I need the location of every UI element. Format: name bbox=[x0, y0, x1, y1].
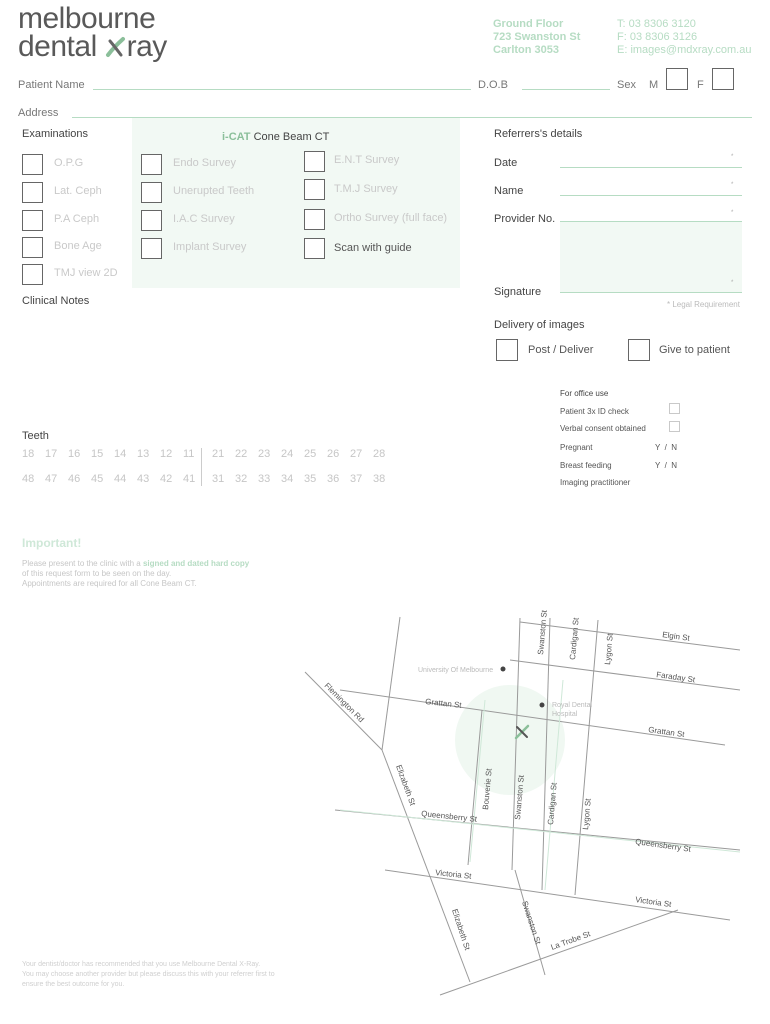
tmj-survey-checkbox[interactable] bbox=[304, 179, 325, 200]
important-line1b: signed and dated hard copy bbox=[142, 559, 250, 568]
ortho-survey-checkbox[interactable] bbox=[304, 209, 325, 230]
tooth-number[interactable]: 36 bbox=[327, 473, 340, 485]
street-label: Cardigan St bbox=[568, 617, 581, 661]
teeth-heading: Teeth bbox=[22, 430, 49, 442]
tooth-number[interactable]: 18 bbox=[22, 448, 35, 460]
provider-no-label: Provider No. bbox=[494, 213, 556, 225]
bone-age-checkbox[interactable] bbox=[22, 237, 43, 258]
clinic-address bbox=[493, 18, 580, 57]
logo-line1: melbourne bbox=[18, 2, 156, 35]
street-label: Victoria St bbox=[434, 868, 472, 881]
logo-ray: ray bbox=[126, 30, 167, 63]
tooth-number[interactable]: 32 bbox=[235, 473, 248, 485]
endo-survey-checkbox[interactable] bbox=[141, 154, 162, 175]
street-label: Elgin St bbox=[661, 630, 691, 643]
street-line bbox=[440, 907, 678, 995]
street-line bbox=[305, 672, 382, 750]
street-label: Queensberry St bbox=[634, 837, 692, 854]
tooth-number[interactable]: 28 bbox=[373, 448, 386, 460]
tooth-number[interactable]: 11 bbox=[183, 448, 195, 460]
referrer-date-label: Date bbox=[494, 157, 518, 169]
footer-line2: You may choose another provider but please discuss this with your referrer first to bbox=[22, 971, 275, 978]
tooth-number[interactable]: 47 bbox=[45, 473, 58, 485]
footer-line1: Your dentist/doctor has recommended that you use Melbourne Dental X-Ray. bbox=[22, 961, 261, 968]
pa-ceph-checkbox[interactable] bbox=[22, 210, 43, 231]
tmj-survey-label: T.M.J Survey bbox=[334, 183, 398, 195]
referrer-stamp-area[interactable] bbox=[560, 222, 742, 292]
implant-survey-checkbox[interactable] bbox=[141, 238, 162, 259]
required-mark: * bbox=[731, 210, 734, 216]
tooth-number[interactable]: 27 bbox=[350, 448, 363, 460]
street-label: Swanston St bbox=[536, 609, 549, 656]
contact-phone: T: 03 8306 3120 bbox=[617, 18, 696, 30]
lat-ceph-label: Lat. Ceph bbox=[54, 185, 102, 197]
street-label: Grattan St bbox=[424, 697, 463, 710]
address-line: Carlton 3053 bbox=[493, 44, 560, 56]
tooth-number[interactable]: 44 bbox=[114, 473, 127, 485]
street-label: Victoria St bbox=[634, 895, 672, 910]
give-to-patient-label: Give to patient bbox=[659, 344, 730, 356]
important-heading: Important! bbox=[22, 536, 82, 550]
required-mark: * bbox=[731, 280, 734, 286]
address-label: Address bbox=[18, 107, 59, 119]
street-line bbox=[510, 660, 740, 690]
dob-label: D.O.B bbox=[478, 79, 508, 91]
implant-survey-label: Implant Survey bbox=[173, 241, 247, 253]
teeth-upper-left bbox=[22, 448, 206, 460]
ortho-survey-label: Ortho Survey (full face) bbox=[334, 212, 448, 224]
icat-panel bbox=[132, 118, 460, 288]
tooth-number[interactable]: 23 bbox=[258, 448, 271, 460]
office-item: Verbal consent obtained bbox=[560, 424, 646, 433]
verbal-consent-checkbox[interactable] bbox=[669, 421, 680, 432]
university-label: University Of Melbourne bbox=[418, 667, 494, 674]
pregnant-yn[interactable]: Y / N bbox=[655, 443, 678, 452]
street-line bbox=[382, 750, 470, 982]
street-label: Elizabeth St bbox=[450, 907, 472, 952]
street-line bbox=[520, 622, 740, 650]
sex-male-label: M bbox=[649, 79, 659, 91]
id-check-checkbox[interactable] bbox=[669, 403, 680, 414]
office-use-heading: For office use bbox=[560, 389, 609, 398]
breast-feeding-yn[interactable]: Y / N bbox=[655, 461, 678, 470]
tooth-number[interactable]: 41 bbox=[183, 473, 196, 485]
teeth-upper-right bbox=[212, 448, 396, 460]
sex-label: Sex bbox=[617, 79, 636, 91]
post-deliver-checkbox[interactable] bbox=[496, 339, 518, 361]
referrer-heading: Referrers's details bbox=[494, 128, 583, 140]
contact-email: E: images@mdxray.com.au bbox=[617, 44, 752, 56]
tooth-number[interactable]: 25 bbox=[304, 448, 317, 460]
address-line: 723 Swanston St bbox=[493, 31, 581, 43]
tooth-number[interactable]: 46 bbox=[68, 473, 81, 485]
street-line bbox=[575, 620, 598, 895]
opg-label: O.P.G bbox=[54, 157, 84, 169]
street-label: Grattan St bbox=[647, 725, 686, 740]
teeth-lower-left bbox=[22, 473, 206, 485]
tooth-number[interactable]: 43 bbox=[137, 473, 150, 485]
street-label: Cardigan St bbox=[546, 782, 559, 826]
tooth-number[interactable]: 37 bbox=[350, 473, 363, 485]
logo-x-icon bbox=[105, 33, 127, 57]
address-line: Ground Floor bbox=[493, 18, 564, 30]
office-item: Pregnant bbox=[560, 443, 593, 452]
tooth-number[interactable]: 15 bbox=[91, 448, 104, 460]
ent-survey-checkbox[interactable] bbox=[304, 151, 325, 172]
tooth-number[interactable]: 45 bbox=[91, 473, 104, 485]
location-map bbox=[300, 600, 760, 1000]
important-text bbox=[22, 559, 249, 589]
important-line bbox=[22, 559, 249, 569]
street-line bbox=[382, 617, 400, 750]
icat-title: Cone Beam CT bbox=[250, 131, 330, 143]
unerupted-teeth-checkbox[interactable] bbox=[141, 182, 162, 203]
legal-requirement-note: * Legal Requirement bbox=[667, 300, 740, 309]
icat-heading bbox=[222, 131, 329, 143]
street-label: Lygon St bbox=[603, 633, 615, 666]
footer-line3: ensure the best outcome for you. bbox=[22, 981, 125, 988]
referrer-name-label: Name bbox=[494, 185, 524, 197]
office-item: Imaging practitioner bbox=[560, 478, 631, 487]
delivery-heading: Delivery of images bbox=[494, 319, 585, 331]
tooth-number[interactable]: 31 bbox=[212, 473, 225, 485]
street-label: Swanston St bbox=[520, 899, 543, 946]
patient-name-field[interactable] bbox=[93, 89, 471, 90]
street-label: Flemington Rd bbox=[322, 681, 366, 725]
examinations-heading: Examinations bbox=[22, 128, 89, 140]
referrer-date-field[interactable] bbox=[560, 167, 742, 168]
unerupted-teeth-label: Unerupted Teeth bbox=[173, 185, 255, 197]
clinic-contact bbox=[617, 18, 751, 57]
street-label: La Trobe St bbox=[549, 929, 592, 952]
tooth-number[interactable]: 21 bbox=[212, 448, 225, 460]
pa-ceph-label: P.A Ceph bbox=[54, 213, 100, 225]
important-line2: of this request form to be seen on the day. bbox=[22, 569, 172, 578]
iac-survey-label: I.A.C Survey bbox=[173, 213, 235, 225]
tooth-number[interactable]: 38 bbox=[373, 473, 386, 485]
street-label: Faraday St bbox=[655, 670, 696, 685]
teeth-lower-right bbox=[212, 473, 396, 485]
contact-fax: F: 03 8306 3126 bbox=[617, 31, 698, 43]
tooth-number[interactable]: 12 bbox=[160, 448, 173, 460]
tooth-number[interactable]: 14 bbox=[114, 448, 127, 460]
tooth-number[interactable]: 16 bbox=[68, 448, 81, 460]
icat-brand: i-CAT bbox=[222, 131, 251, 143]
patient-name-label: Patient Name bbox=[18, 79, 85, 91]
university-marker bbox=[501, 667, 506, 672]
endo-survey-label: Endo Survey bbox=[173, 157, 236, 169]
office-item: Patient 3x ID check bbox=[560, 407, 629, 416]
scan-with-guide-checkbox[interactable] bbox=[304, 238, 325, 259]
hospital-label-2: Hospital bbox=[552, 711, 578, 718]
sex-female-label: F bbox=[697, 79, 704, 91]
tooth-number[interactable]: 26 bbox=[327, 448, 340, 460]
tooth-number[interactable]: 24 bbox=[281, 448, 294, 460]
tooth-number[interactable]: 34 bbox=[281, 473, 294, 485]
post-deliver-label: Post / Deliver bbox=[528, 344, 594, 356]
tooth-number[interactable]: 35 bbox=[304, 473, 317, 485]
office-item: Breast feeding bbox=[560, 461, 612, 470]
hospital-marker bbox=[540, 703, 545, 708]
bone-age-label: Bone Age bbox=[54, 240, 102, 252]
signature-label: Signature bbox=[494, 286, 542, 298]
tooth-number[interactable]: 33 bbox=[258, 473, 271, 485]
opg-checkbox[interactable] bbox=[22, 154, 43, 175]
street-label: Bouverie St bbox=[481, 768, 494, 811]
tooth-number[interactable]: 22 bbox=[235, 448, 248, 460]
required-mark: * bbox=[731, 154, 734, 160]
footer-note bbox=[22, 960, 275, 990]
street-label: Elizabeth St bbox=[394, 763, 418, 807]
sex-male-checkbox[interactable] bbox=[666, 68, 688, 90]
tmj-2d-label: TMJ view 2D bbox=[54, 267, 118, 279]
important-line1a: Please present to the clinic with a bbox=[22, 559, 143, 568]
tooth-number[interactable]: 48 bbox=[22, 473, 35, 485]
tooth-number[interactable]: 17 bbox=[45, 448, 58, 460]
tmj-2d-checkbox[interactable] bbox=[22, 264, 43, 285]
street-label: Lygon St bbox=[581, 798, 593, 831]
give-to-patient-checkbox[interactable] bbox=[628, 339, 650, 361]
logo-dental: dental bbox=[18, 30, 105, 63]
referrer-name-field[interactable] bbox=[560, 195, 742, 196]
clinic-area-highlight bbox=[455, 685, 565, 795]
tooth-number[interactable]: 42 bbox=[160, 473, 173, 485]
scan-with-guide-label: Scan with guide bbox=[334, 242, 412, 254]
logo-line2 bbox=[18, 30, 167, 64]
lat-ceph-checkbox[interactable] bbox=[22, 182, 43, 203]
clinical-notes-heading: Clinical Notes bbox=[22, 295, 90, 307]
dob-field[interactable] bbox=[522, 89, 610, 90]
signature-field[interactable] bbox=[560, 292, 742, 293]
ent-survey-label: E.N.T Survey bbox=[334, 154, 400, 166]
hospital-label-1: Royal Dental bbox=[552, 702, 593, 709]
street-label: Queensberry St bbox=[420, 809, 478, 824]
sex-female-checkbox[interactable] bbox=[712, 68, 734, 90]
street-label: Swanston St bbox=[513, 774, 526, 821]
important-line3: Appointments are required for all Cone Beam CT. bbox=[22, 579, 197, 588]
iac-survey-checkbox[interactable] bbox=[141, 210, 162, 231]
tooth-number[interactable]: 13 bbox=[137, 448, 150, 460]
required-mark: * bbox=[731, 182, 734, 188]
